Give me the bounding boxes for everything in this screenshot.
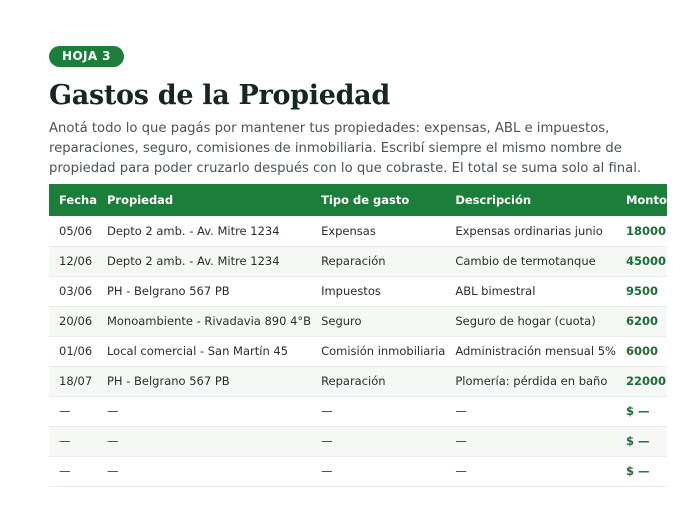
cell-propiedad[interactable]: — xyxy=(97,426,311,456)
cell-descripcion[interactable]: ABL bimestral xyxy=(445,276,616,306)
cell-fecha[interactable]: 05/06 xyxy=(49,216,97,246)
cell-fecha[interactable]: — xyxy=(49,396,97,426)
cell-propiedad[interactable]: — xyxy=(97,456,311,486)
cell-propiedad[interactable]: PH - Belgrano 567 PB xyxy=(97,366,311,396)
cell-propiedad[interactable]: — xyxy=(97,396,311,426)
cell-propiedad[interactable]: PH - Belgrano 567 PB xyxy=(97,276,311,306)
table-row xyxy=(49,216,667,246)
cell-tipo-gasto[interactable]: Comisión inmobiliaria xyxy=(311,336,445,366)
page-title: Gastos de la Propiedad xyxy=(49,80,390,111)
cell-tipo-gasto[interactable]: Seguro xyxy=(311,306,445,336)
cell-fecha[interactable]: 18/07 xyxy=(49,366,97,396)
cell-monto[interactable]: $ — xyxy=(616,396,667,426)
cell-tipo-gasto[interactable]: — xyxy=(311,426,445,456)
cell-tipo-gasto[interactable]: Reparación xyxy=(311,246,445,276)
table-row xyxy=(49,456,667,486)
cell-monto[interactable]: 22000 xyxy=(616,366,667,396)
cell-descripcion[interactable]: Cambio de termotanque xyxy=(445,246,616,276)
sheet-badge: HOJA 3 xyxy=(49,46,124,67)
cell-fecha[interactable]: — xyxy=(49,456,97,486)
cell-monto[interactable]: 9500 xyxy=(616,276,667,306)
cell-descripcion[interactable]: — xyxy=(445,456,616,486)
table-row xyxy=(49,276,667,306)
header-propiedad: Propiedad xyxy=(106,193,174,207)
table-row xyxy=(49,426,667,456)
cell-tipo-gasto[interactable]: Impuestos xyxy=(311,276,445,306)
cell-propiedad[interactable]: Local comercial - San Martín 45 xyxy=(97,336,311,366)
cell-monto[interactable]: 18000 xyxy=(616,216,667,246)
cell-descripcion[interactable]: Seguro de hogar (cuota) xyxy=(445,306,616,336)
cell-tipo-gasto[interactable]: Reparación xyxy=(311,366,445,396)
cell-monto[interactable]: $ — xyxy=(616,456,667,486)
page-instructions: Anotá todo lo que pagás por mantener tus propiedades: expensas, ABL e impuestos, reparaciones, seguro, comisiones de inmobiliaria. Escribí siempre el mismo nombre de propiedad para poder cruzarlo después con lo que cobraste. El total se suma solo al final. xyxy=(49,121,642,176)
cell-fecha[interactable]: 20/06 xyxy=(49,306,97,336)
cell-tipo-gasto[interactable]: Expensas xyxy=(311,216,445,246)
cell-tipo-gasto[interactable]: — xyxy=(311,456,445,486)
table-row xyxy=(49,306,667,336)
cell-fecha[interactable]: 03/06 xyxy=(49,276,97,306)
table-row xyxy=(49,336,667,366)
cell-propiedad[interactable]: Depto 2 amb. - Av. Mitre 1234 xyxy=(97,216,311,246)
cell-descripcion[interactable]: — xyxy=(445,396,616,426)
header-fecha: Fecha xyxy=(59,193,97,207)
cell-fecha[interactable]: — xyxy=(49,426,97,456)
table-header-row xyxy=(49,184,667,216)
expenses-table xyxy=(49,184,667,487)
cell-propiedad[interactable]: Monoambiente - Rivadavia 890 4°B xyxy=(97,306,311,336)
header-tipo-gasto: Tipo de gasto xyxy=(321,193,410,207)
cell-propiedad[interactable]: Depto 2 amb. - Av. Mitre 1234 xyxy=(97,246,311,276)
cell-monto[interactable]: 45000 xyxy=(616,246,667,276)
cell-fecha[interactable]: 12/06 xyxy=(49,246,97,276)
cell-descripcion[interactable]: Plomería: pérdida en baño xyxy=(445,366,616,396)
header-monto: Monto xyxy=(625,193,667,207)
table-row xyxy=(49,366,667,396)
cell-tipo-gasto[interactable]: — xyxy=(311,396,445,426)
table-row xyxy=(49,246,667,276)
cell-descripcion[interactable]: — xyxy=(445,426,616,456)
cell-monto[interactable]: $ — xyxy=(616,426,667,456)
cell-monto[interactable]: 6000 xyxy=(616,336,667,366)
cell-descripcion[interactable]: Expensas ordinarias junio xyxy=(445,216,616,246)
cell-descripcion[interactable]: Administración mensual 5% xyxy=(445,336,616,366)
table-row xyxy=(49,396,667,426)
cell-fecha[interactable]: 01/06 xyxy=(49,336,97,366)
header-descripcion: Descripción xyxy=(455,193,532,207)
cell-monto[interactable]: 6200 xyxy=(616,306,667,336)
